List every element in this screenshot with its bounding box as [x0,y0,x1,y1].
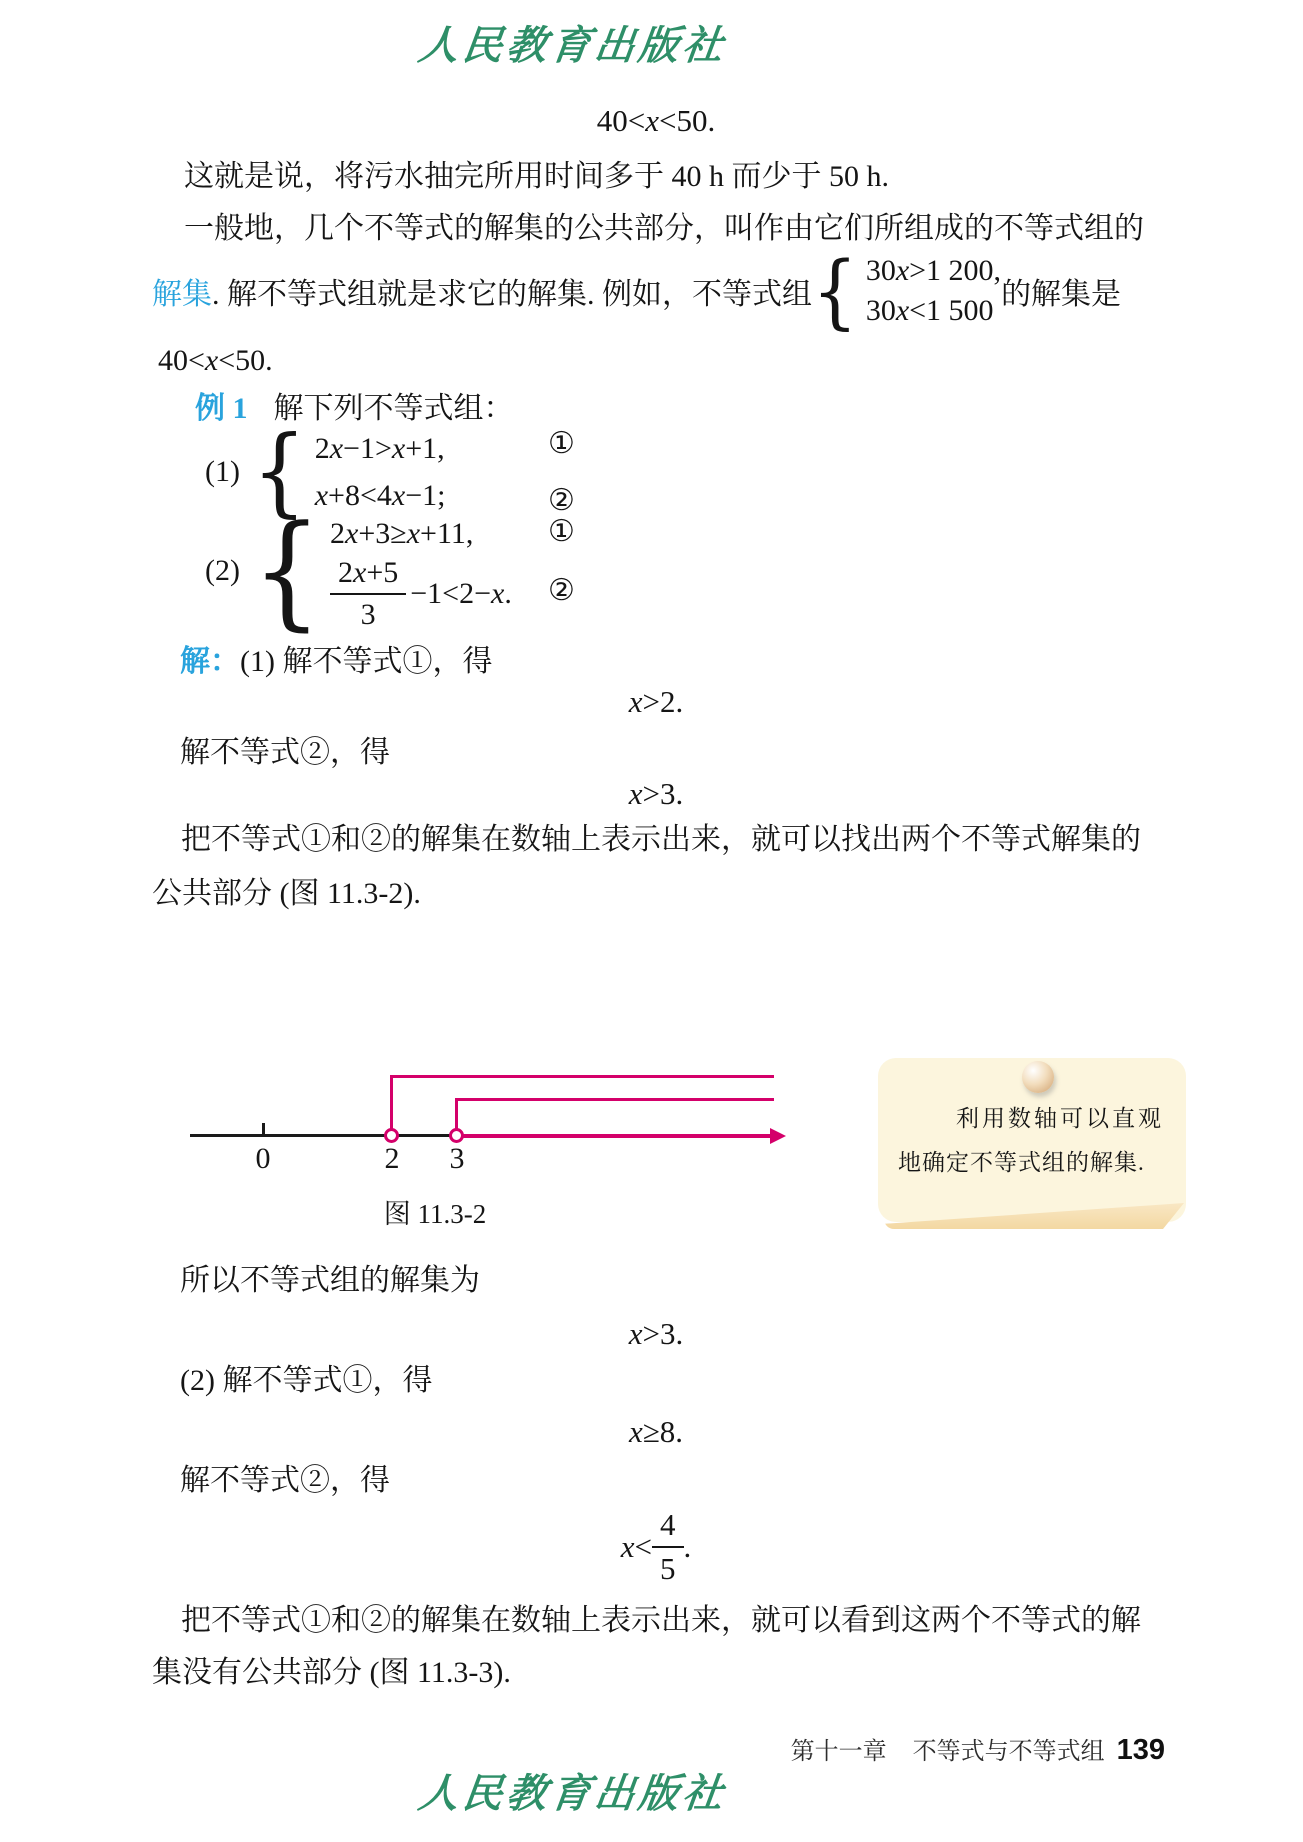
number-line-solution-ray [457,1134,772,1138]
equation-tag-2: ② [548,483,575,518]
footer-page-number: 139 [1116,1734,1165,1766]
system-1-index: (1) [205,455,240,488]
fraction-denominator: 3 [360,598,376,631]
paragraph-numberline-line2: 公共部分 (图 11.3-2). [152,877,421,910]
system-2-eq1: 2x+3≥x+11, [329,517,474,550]
ray-x-gt-2-vertical [390,1075,393,1130]
system-1 [205,416,575,528]
inline-system-eq2: 30x<1 500 [865,294,994,327]
system-1-eq1: 2x−1>x+1, [314,432,445,465]
solution-head-4: 解不等式②，得 [180,1464,390,1497]
solution-head-1 [180,641,492,683]
system-2-eq2 [330,557,512,631]
footer-section: 不等式与不等式组 [912,1739,1105,1765]
example-label: 例 1 [195,392,248,425]
tick-zero [262,1123,265,1135]
term-solution-set: 解集 [152,278,212,311]
equation-tag-1: ① [548,514,575,549]
result-x-gt-2: x>2. [628,684,684,719]
footer-chapter: 第十一章 [790,1739,887,1765]
result5-suffix: . [683,1529,692,1564]
result-x-ge-8: x≥8. [628,1414,684,1449]
fraction-four-fifths [652,1507,684,1587]
system-brace-inline: { [812,243,858,339]
figure-caption: 图 11.3-2 [383,1199,487,1229]
fraction-denominator: 5 [660,1551,676,1586]
result-x-lt-four-fifths [152,1508,1160,1586]
formula-top: 40<x<50. [596,103,716,138]
note-text-line1: 利用数轴可以直观 [956,1106,1164,1131]
system-2-index: (2) [205,554,240,587]
example-title: 解下列不等式组： [273,392,514,425]
inline-system-eq1: 30x>1 200, [865,254,1002,287]
solve-label: 解： [180,645,240,678]
equation-tag-1: ① [548,426,575,461]
conclusion-head: 所以不等式组的解集为 [180,1264,480,1297]
open-circle-at-3 [449,1128,464,1143]
number-line-axis [190,1134,460,1137]
publisher-logo-bottom: 人民教育出版社 [415,1771,730,1816]
ray-x-gt-2-top-line [390,1075,774,1078]
open-circle-at-2 [384,1128,399,1143]
ray-x-gt-3-top-line [455,1098,774,1101]
paragraph-sewage-time: 这就是说，将污水抽完所用时间多于 40 h 而少于 50 h. [184,160,889,193]
paragraph-definition-line2 [152,243,1122,339]
result-solution-set: x>3. [628,1316,684,1351]
system-1-brace: { [251,416,307,528]
inline-system [866,251,1001,331]
paragraph-definition-line1: 一般地，几个不等式的解集的公共部分，叫作由它们所组成的不等式组的 [184,212,1144,245]
margin-note [878,1058,1186,1222]
formula-range: 40<x<50. [158,344,273,377]
solution-head-2: 解不等式②，得 [180,736,390,769]
paragraph-no-common-line1: 把不等式①和②的解集在数轴上表示出来，就可以看到这两个不等式的解 [181,1604,1141,1637]
system-2-eq2-rest: −1<2−x. [410,577,512,610]
note-text-line2: 地确定不等式组的解集. [898,1150,1145,1175]
equation-tag-2: ② [548,573,575,608]
result-x-gt-3: x>3. [628,776,684,811]
axis-label-2: 2 [384,1142,400,1175]
ray-x-gt-3-vertical [455,1098,458,1130]
number-line-arrowhead [770,1128,786,1144]
fraction-numerator: 4 [652,1507,684,1548]
fraction-numerator: 2x+5 [330,556,406,595]
fraction-2x-plus-5-over-3 [330,556,406,632]
system-1-eq2: x+8<4x−1; [314,479,446,512]
paragraph-numberline-line1: 把不等式①和②的解集在数轴上表示出来，就可以找出两个不等式解集的 [181,823,1141,856]
system-2-brace: { [251,499,322,643]
publisher-logo-top: 人民教育出版社 [415,23,730,68]
result5-prefix: x< [620,1529,652,1564]
axis-label-3: 3 [449,1142,465,1175]
axis-label-0: 0 [255,1142,271,1175]
solve1-text: (1) 解不等式①，得 [240,645,493,678]
paragraph-no-common-line2: 集没有公共部分 (图 11.3-3). [152,1656,511,1689]
solution-head-3: (2) 解不等式①，得 [180,1364,433,1397]
definition-mid-text: . 解不等式组就是求它的解集. 例如，不等式组 [212,278,812,311]
pearl-pin-icon [1022,1061,1054,1093]
system-2 [205,499,575,643]
definition-tail-text: 的解集是 [1001,278,1122,311]
